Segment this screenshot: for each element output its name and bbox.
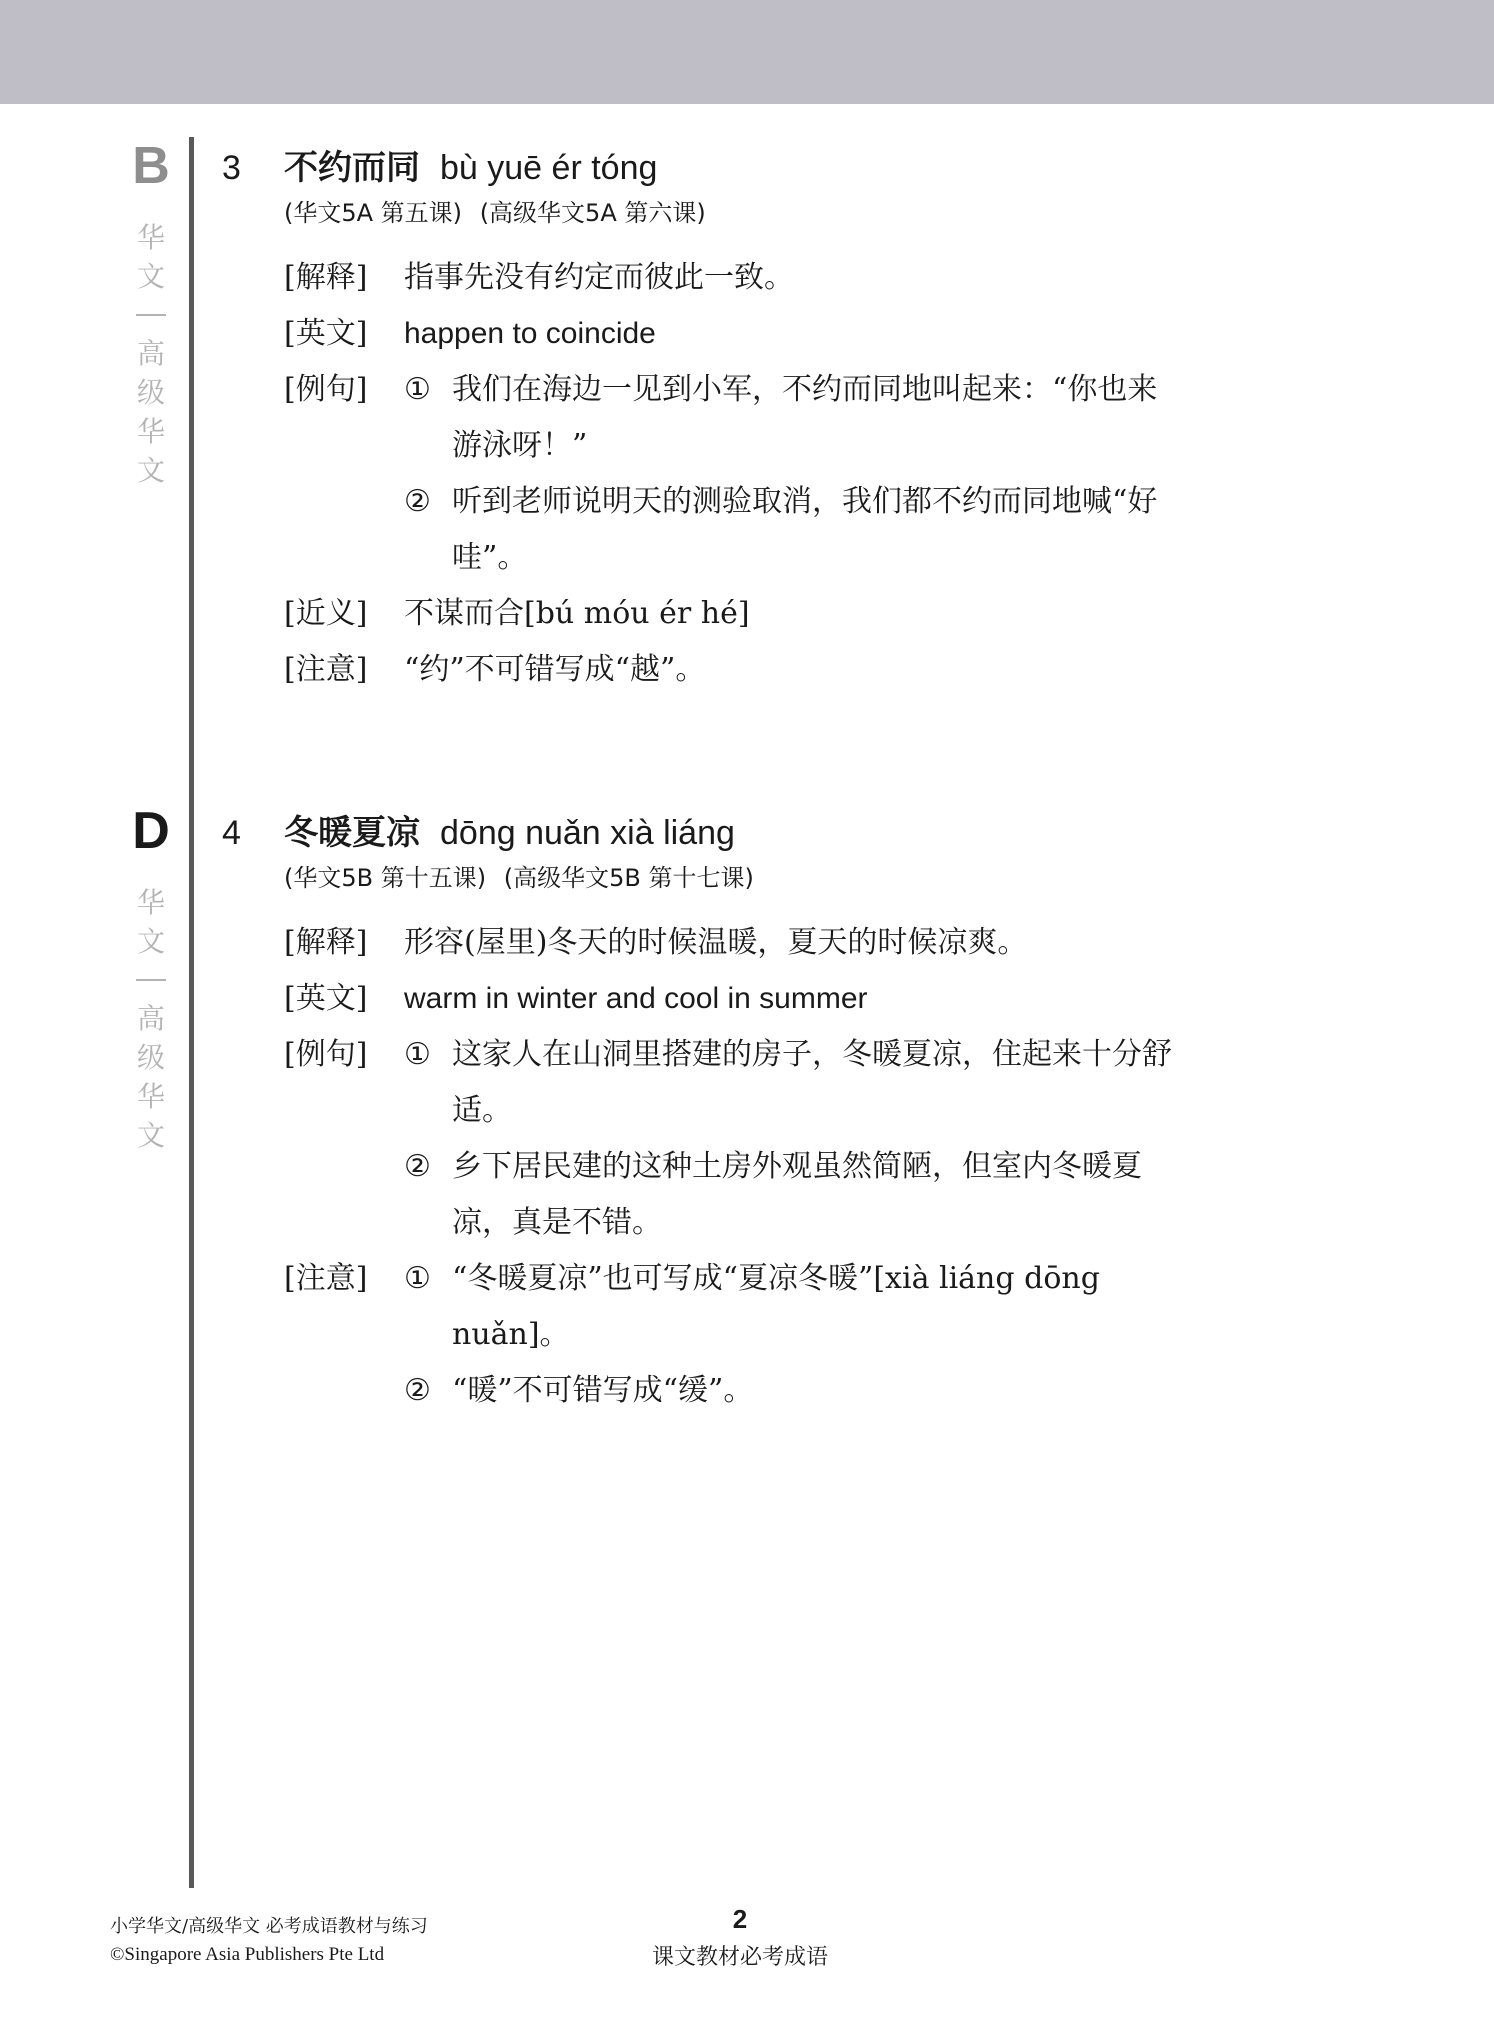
- note-item: [404, 1251, 1372, 1363]
- examples-row: [284, 1027, 1372, 1251]
- note-line: nuǎn]。: [452, 1317, 570, 1352]
- source-label: (高级华文5B 第十七课): [503, 864, 754, 892]
- example-line: 游泳呀！”: [452, 428, 588, 463]
- explanation-row: [284, 915, 1372, 971]
- examples-row: [284, 362, 1372, 586]
- explanation-row: [284, 250, 1372, 306]
- example-line: 适。: [452, 1093, 512, 1128]
- example-line: 乡下居民建的这种土房外观虽然简陋，但室内冬暖夏: [452, 1149, 1142, 1184]
- explanation-text: 形容(屋里)冬天的时候温暖，夏天的时候凉爽。: [404, 925, 1028, 960]
- example-item: [404, 362, 1372, 474]
- side-char: 华: [136, 886, 165, 919]
- footer-copyright: ©Singapore Asia Publishers Pte Ltd: [110, 1944, 385, 1965]
- note-line: “暖”不可错写成“缓”。: [452, 1373, 754, 1408]
- footer-book-title: 小学华文/高级华文 必考成语教材与练习: [110, 1916, 428, 1937]
- side-char: 高: [136, 337, 165, 370]
- source-label: (高级华文5A 第六课): [479, 199, 706, 227]
- side-char: 高: [136, 1002, 165, 1035]
- synonym-text: 不谋而合[bú móu ér hé]: [404, 596, 750, 631]
- english-row: [284, 971, 1372, 1027]
- example-line: 这家人在山洞里搭建的房子，冬暖夏凉，住起来十分舒: [452, 1037, 1172, 1072]
- entry-sources: [284, 861, 1372, 901]
- idiom-entry-3: [222, 140, 1372, 698]
- example-mark: ②: [404, 1149, 431, 1184]
- example-item: [404, 1139, 1372, 1251]
- notes-list: [404, 1251, 1372, 1419]
- example-line: 我们在海边一见到小军，不约而同地叫起来：“你也来: [452, 372, 1158, 407]
- side-char: 级: [136, 1041, 165, 1074]
- side-tab-letter-d: D: [132, 802, 170, 860]
- vertical-divider-line: [189, 137, 194, 1888]
- example-item: [404, 1027, 1372, 1139]
- side-char: 文: [136, 925, 165, 958]
- side-char: 华: [136, 221, 165, 254]
- side-tab-vertical-text-d: [128, 883, 174, 1155]
- entry-heading: [222, 140, 1372, 192]
- example-item: [404, 474, 1372, 586]
- entry-number: 4: [222, 814, 241, 852]
- entry-pinyin: dōng nuǎn xià liáng: [440, 814, 735, 852]
- entry-idiom: 不约而同: [284, 148, 420, 188]
- footer-book-info: [110, 1912, 428, 1966]
- note-tag: [注意]: [284, 1261, 368, 1296]
- examples-tag: [例句]: [284, 372, 368, 407]
- example-line: 哇”。: [452, 540, 528, 575]
- example-mark: ①: [404, 372, 431, 407]
- note-row: [284, 642, 1372, 698]
- page-number: 2: [732, 1904, 748, 1934]
- side-char: 文: [136, 260, 165, 293]
- idiom-entry-4: [222, 805, 1372, 1419]
- side-dash: [136, 314, 166, 316]
- side-tab-vertical-text-b: [128, 218, 174, 490]
- side-char: 华: [136, 1080, 165, 1113]
- examples-tag: [例句]: [284, 1037, 368, 1072]
- note-mark: ①: [404, 1261, 431, 1296]
- example-mark: ②: [404, 484, 431, 519]
- example-mark: ①: [404, 1037, 431, 1072]
- example-line: 听到老师说明天的测验取消，我们都不约而同地喊“好: [452, 484, 1158, 519]
- note-row: [284, 1251, 1372, 1419]
- side-char: 级: [136, 376, 165, 409]
- entry-idiom: 冬暖夏凉: [284, 813, 420, 853]
- entry-number: 3: [222, 149, 241, 187]
- explanation-text: 指事先没有约定而彼此一致。: [404, 260, 794, 295]
- entry-pinyin: bù yuē ér tóng: [440, 149, 658, 187]
- note-mark: ②: [404, 1373, 431, 1408]
- english-tag: [英文]: [284, 981, 368, 1016]
- example-line: 凉，真是不错。: [452, 1205, 662, 1240]
- english-text: happen to coincide: [404, 317, 656, 350]
- source-label: (华文5A 第五课): [284, 199, 463, 227]
- examples-list: [404, 362, 1372, 586]
- synonym-tag: [近义]: [284, 596, 368, 631]
- english-tag: [英文]: [284, 316, 368, 351]
- explanation-tag: [解释]: [284, 925, 368, 960]
- explanation-tag: [解释]: [284, 260, 368, 295]
- side-char: 华: [136, 415, 165, 448]
- english-row: [284, 306, 1372, 362]
- side-dash: [136, 979, 166, 981]
- note-item: [404, 1363, 1372, 1419]
- side-tab-letter-b: B: [132, 137, 170, 195]
- footer-section-title: 课文教材必考成语: [651, 1945, 828, 1970]
- side-char: 文: [136, 454, 165, 487]
- examples-list: [404, 1027, 1372, 1251]
- entry-heading: [222, 805, 1372, 857]
- source-label: (华文5B 第十五课): [284, 864, 487, 892]
- note-line: “冬暖夏凉”也可写成“夏凉冬暖”[xià liáng dōng: [452, 1261, 1100, 1296]
- side-char: 文: [136, 1119, 165, 1152]
- note-text: “约”不可错写成“越”。: [404, 652, 706, 687]
- top-header-band: [0, 0, 1494, 104]
- note-tag: [注意]: [284, 652, 368, 687]
- entry-sources: [284, 196, 1372, 236]
- synonym-row: [284, 586, 1372, 642]
- footer-page-info: [620, 1904, 860, 1971]
- english-text: warm in winter and cool in summer: [404, 982, 868, 1015]
